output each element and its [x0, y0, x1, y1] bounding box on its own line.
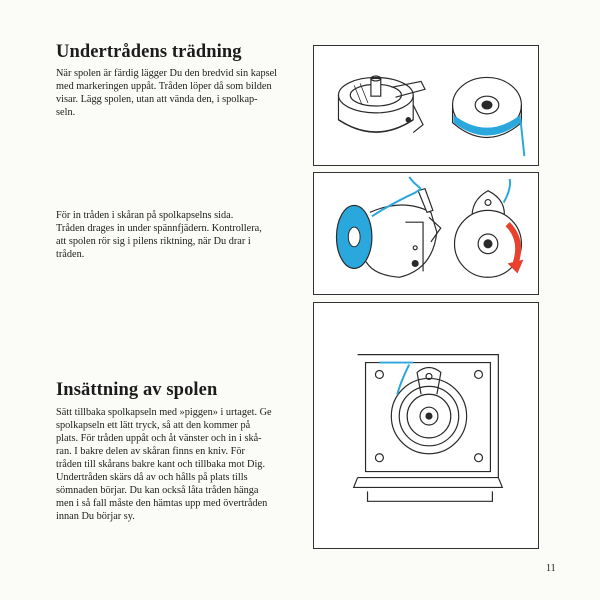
illustration-bobbin-case-and-bobbin [313, 45, 539, 166]
illustration-bobbin-case-in-machine [313, 302, 539, 549]
insertion-instructions-text: Sätt tillbaka spolkapseln med »piggen» i urtaget. Ge spolkapseln ett lätt tryck, så att den kommer på plats. För tråden uppåt och åt vänster och in i skå- ran. I bakre delen av skåran finns en kniv. För tråden till skårans bakre kant och tillbaka mot Dig. Undertråden skärs då av och hålls på plats tills sömnaden börjar. Du kan också låta tråden hänga men i så fall måste den hämtas upp med övertråden innan Du börjar sy. [56, 407, 272, 522]
bobbin-placement-text: När spolen är färdig lägger Du den bredvid sin kapsel med markeringen uppåt. Tråden löper då som bilden visar. Lägg spolen, utan att vända den, i spolkap- seln. [56, 68, 278, 118]
section-title-inserting-bobbin: Insättning av spolen [56, 380, 218, 400]
page-number: 11 [546, 563, 556, 574]
threading-bobbin-case-drawing [314, 173, 538, 294]
bobbin-case-and-bobbin-drawing [314, 46, 538, 165]
section-title-bobbin-threading: Undertrådens trädning [56, 42, 242, 62]
thread-slot-text: För in tråden i skåran på spolkapselns sida. Tråden drages in under spännfjädern. Kontrollera, att spolen rör sig i pilens riktning, när Du drar i tråden. [56, 210, 262, 260]
bobbin-in-machine-drawing [314, 303, 538, 548]
illustration-threading-bobbin-case [313, 172, 539, 295]
